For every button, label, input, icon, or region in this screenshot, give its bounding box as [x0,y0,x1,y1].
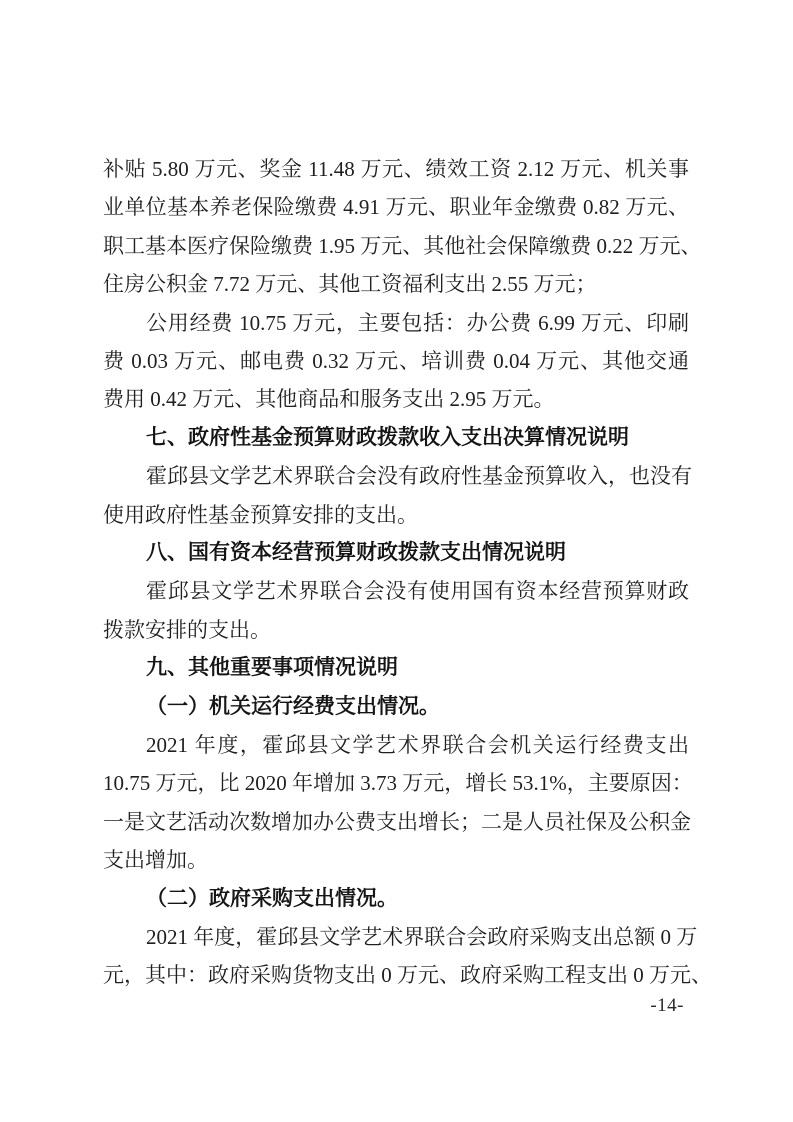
operating-expense-paragraph-line: 一是文艺活动次数增加办公费支出增长；二是人员社保及公积金 [103,809,691,834]
section-9-heading-line: 九、其他重要事项情况说明 [146,656,398,680]
wage-welfare-expense-paragraph-line: 职工基本医疗保险缴费 1.95 万元、其他社会保障缴费 0.22 万元、 [103,233,702,258]
public-funds-paragraph-line: 公用经费 10.75 万元，主要包括：办公费 6.99 万元、印刷 [146,310,689,335]
page-number: -14- [650,995,684,1016]
subsection-2-heading-line: （二）政府采购支出情况。 [146,886,398,911]
procurement-paragraph-line: 元，其中：政府采购货物支出 0 万元、政府采购工程支出 0 万元、 [103,963,712,988]
procurement-paragraph-line: 2021 年度，霍邱县文学艺术界联合会政府采购支出总额 0 万 [146,924,698,949]
operating-expense-paragraph-line: 支出增加。 [103,848,208,873]
section-8-paragraph-line: 霍邱县文学艺术界联合会没有使用国有资本经营预算财政 [146,579,689,604]
wage-welfare-expense-paragraph-line: 补贴 5.80 万元、奖金 11.48 万元、绩效工资 2.12 万元、机关事 [103,157,689,181]
operating-expense-paragraph-line: 10.75 万元，比 2020 年增加 3.73 万元，增长 53.1%，主要原因： [103,771,693,796]
wage-welfare-expense-paragraph-line: 业单位基本养老保险缴费 4.91 万元、职业年金缴费 0.82 万元、 [103,195,689,220]
operating-expense-paragraph-line: 2021 年度，霍邱县文学艺术界联合会机关运行经费支出 [146,732,689,757]
section-8-paragraph-line: 拨款安排的支出。 [103,617,271,642]
public-funds-paragraph-line: 费用 0.42 万元、其他商品和服务支出 2.95 万元。 [103,387,555,412]
section-8-heading-line: 八、国有资本经营预算财政拨款支出情况说明 [146,540,566,564]
public-funds-paragraph-line: 费 0.03 万元、邮电费 0.32 万元、培训费 0.04 万元、其他交通 [103,348,689,373]
wage-welfare-expense-paragraph-line: 住房公积金 7.72 万元、其他工资福利支出 2.55 万元； [103,272,597,297]
subsection-1-heading-line: （一）机关运行经费支出情况。 [146,694,440,719]
section-7-paragraph-line: 霍邱县文学艺术界联合会没有政府性基金预算收入，也没有 [146,464,692,489]
section-7-heading-line: 七、政府性基金预算财政拨款收入支出决算情况说明 [146,425,629,449]
document-content [103,150,712,995]
section-7-paragraph-line: 使用政府性基金预算安排的支出。 [103,502,418,527]
